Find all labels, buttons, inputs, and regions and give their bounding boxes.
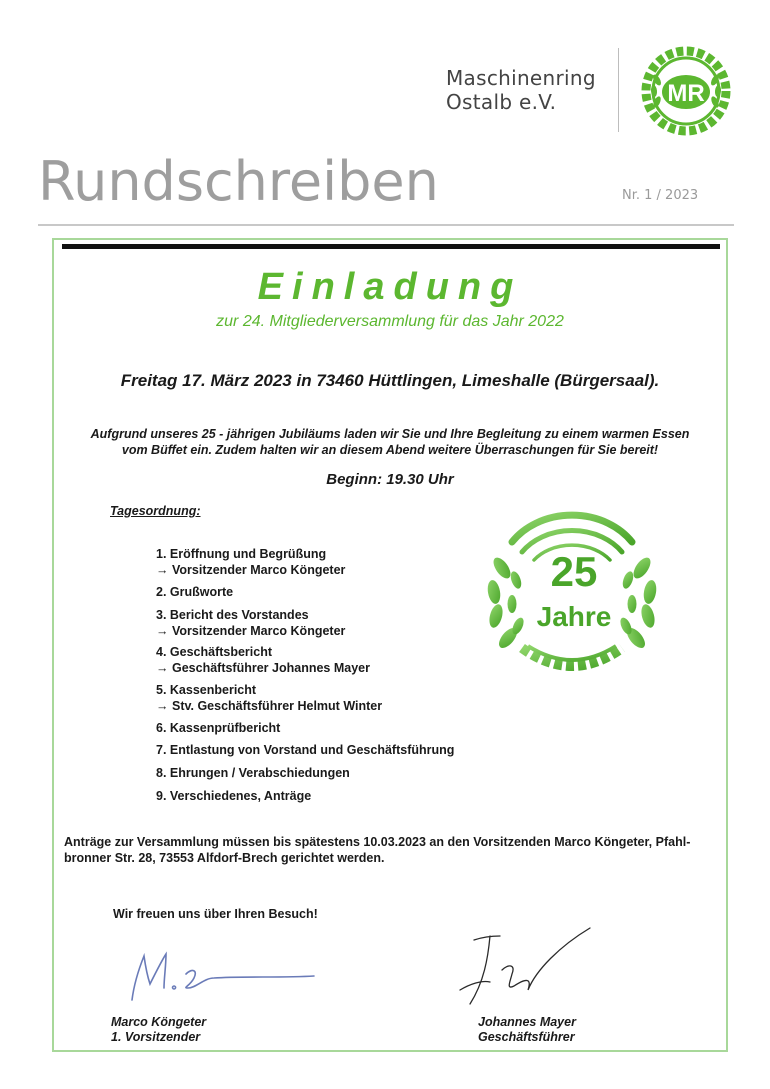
agenda-item-title: 4. Geschäftsbericht: [156, 645, 273, 659]
agenda-item-title: 9. Verschiedenes, Anträge: [156, 789, 312, 803]
organization-name: [446, 66, 596, 114]
logo-text: MR: [667, 80, 705, 107]
agenda-item: [156, 742, 454, 758]
agenda-item: [156, 584, 233, 600]
closing-line-2: bronner Str. 28, 73553 Alfdorf-Brech gerichtet werden.: [64, 851, 385, 865]
signer-role: 1. Vorsitzender: [111, 1030, 201, 1044]
signature-koengeter: [122, 944, 322, 1008]
agenda-item-sub: → Vorsitzender Marco Köngeter: [156, 623, 345, 639]
closing-note: [64, 834, 724, 866]
badge-number: 25: [550, 548, 598, 595]
greeting: Wir freuen uns über Ihren Besuch!: [113, 907, 318, 921]
agenda-item-title: 1. Eröffnung und Begrüßung: [156, 547, 327, 561]
signer-name: Johannes Mayer: [478, 1015, 576, 1029]
page-title: Rundschreiben: [38, 150, 439, 213]
agenda-item: [156, 682, 382, 714]
signer-koengeter: [111, 1015, 206, 1045]
frame-top-bar: [62, 244, 720, 249]
intro-line-2: vom Büffet ein. Zudem halten wir an diesem Abend weitere Überraschungen für Sie bereit!: [121, 443, 659, 457]
title-rule: [38, 224, 734, 226]
agenda-item-sub: → Stv. Geschäftsführer Helmut Winter: [156, 698, 382, 714]
signer-name: Marco Köngeter: [111, 1015, 207, 1029]
issue-number: Nr. 1 / 2023: [622, 188, 699, 203]
organization-name-line1: Maschinenring: [446, 66, 596, 90]
agenda-item-sub: → Vorsitzender Marco Köngeter: [156, 562, 345, 578]
agenda-heading: Tagesordnung:: [110, 504, 201, 518]
start-time: Beginn: 19.30 Uhr: [326, 471, 454, 488]
agenda-item-title: 7. Entlastung von Vorstand und Geschäftsführung: [156, 743, 455, 757]
badge-label: Jahre: [536, 601, 612, 632]
agenda-item: [156, 607, 345, 639]
signer-role: Geschäftsführer: [478, 1030, 575, 1044]
invitation-heading: Einladung: [257, 266, 523, 308]
agenda-item: [156, 788, 311, 804]
organization-name-line2: Ostalb e.V.: [446, 90, 557, 114]
agenda-item-title: 5. Kassenbericht: [156, 683, 257, 697]
agenda-item: [156, 644, 370, 676]
header-divider: [618, 48, 619, 132]
signer-mayer: [478, 1015, 576, 1045]
signature-mayer: [440, 924, 610, 1012]
agenda-item-title: 3. Bericht des Vorstandes: [156, 608, 309, 622]
agenda-item-title: 2. Grußworte: [156, 585, 234, 599]
mr-logo: [640, 46, 732, 136]
agenda-item: [156, 546, 345, 578]
agenda-item-title: 6. Kassenprüfbericht: [156, 721, 281, 735]
event-date-location: Freitag 17. März 2023 in 73460 Hüttlingen, Limeshalle (Bürgersaal).: [120, 371, 660, 390]
invitation-subtitle: zur 24. Mitgliederversammlung für das Jahr 2022: [216, 313, 564, 330]
agenda-item-sub: → Geschäftsführer Johannes Mayer: [156, 660, 370, 676]
invitation-intro: [70, 426, 710, 458]
agenda-item-title: 8. Ehrungen / Verabschiedungen: [156, 766, 350, 780]
anniversary-badge: [482, 498, 662, 680]
closing-line-1: Anträge zur Versammlung müssen bis spätestens 10.03.2023 an den Vorsitzenden Marco Köngeter, Pfahl-: [64, 835, 691, 849]
agenda-item: [156, 720, 280, 736]
agenda-item: [156, 765, 350, 781]
intro-line-1: Aufgrund unseres 25 - jährigen Jubiläums laden wir Sie und Ihre Begleitung zu einem warmen Essen: [90, 427, 690, 441]
